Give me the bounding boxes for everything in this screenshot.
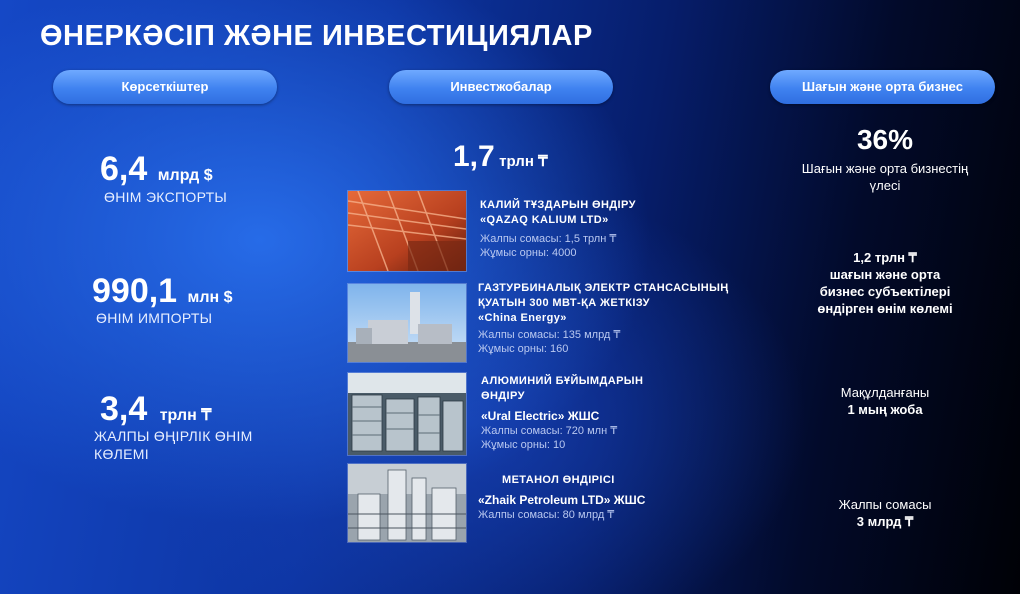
aluminum-products-image <box>347 372 467 456</box>
invest-total-unit: трлн ₸ <box>499 153 548 170</box>
methanol-plant-image <box>347 463 467 543</box>
sme-output-value: 1,2 трлн ₸ <box>853 250 917 265</box>
tab-indicators[interactable]: Көрсеткіштер <box>53 70 277 104</box>
sme-approved <box>780 384 990 418</box>
sme-share-label: Шағын және орта бизнестің <box>801 161 969 176</box>
project-title: МЕТАНОЛ ӨНДІРІСІ <box>502 474 615 486</box>
project-title: АЛЮМИНИЙ БҰЙЫМДАРЫН <box>481 375 644 387</box>
sme-output-label: бизнес субъектілері <box>819 284 951 299</box>
indicator-value: 6,4 <box>100 150 148 188</box>
sme-total-value: 3 млрд ₸ <box>856 514 914 529</box>
invest-total <box>453 140 548 174</box>
sme-approved-value: 1 мың жоба <box>847 402 923 417</box>
project-title: ҚУАТЫН 300 МВТ-ҚА ЖЕТКІЗУ <box>478 297 650 309</box>
indicator-label <box>94 427 253 463</box>
project-title: ӨНДІРУ <box>481 390 525 402</box>
indicator-label: ӨНІМ ИМПОРТЫ <box>96 310 213 326</box>
sme-share-label: үлесі <box>869 178 901 193</box>
sme-output-label: шағын және орта <box>829 267 941 282</box>
indicator-grp <box>100 390 211 429</box>
project-company: «Zhaik Petroleum LTD» ЖШС <box>478 493 646 507</box>
project-title: КАЛИЙ ТҰЗДАРЫН ӨНДІРУ <box>480 199 636 211</box>
indicator-import <box>92 272 233 311</box>
indicator-label-line: ЖАЛПЫ ӨҢІРЛІК ӨНІМ <box>94 428 253 444</box>
project-gas-turbine <box>478 281 729 356</box>
project-methanol-details <box>478 493 645 522</box>
indicator-value: 990,1 <box>92 272 178 310</box>
tab-investprojects[interactable]: Инвестжобалар <box>389 70 613 104</box>
indicator-unit: млрд $ <box>157 167 213 184</box>
project-potash <box>480 198 636 260</box>
indicator-unit: млн $ <box>187 289 233 306</box>
sme-share-value: 36% <box>856 124 914 155</box>
indicator-unit: трлн ₸ <box>159 407 212 424</box>
indicator-value: 3,4 <box>100 390 148 428</box>
sme-share <box>780 124 990 194</box>
project-aluminum <box>481 374 643 452</box>
project-company: «China Energy» <box>478 312 567 324</box>
project-amount: Жалпы сомасы: 1,5 трлн ₸ <box>480 233 617 245</box>
project-amount: Жалпы сомасы: 720 млн ₸ <box>481 425 618 437</box>
project-amount: Жалпы сомасы: 135 млрд ₸ <box>478 329 621 341</box>
indicator-export <box>100 150 213 189</box>
indicator-label-line: КӨЛЕМІ <box>94 446 149 462</box>
indicator-label: ӨНІМ ЭКСПОРТЫ <box>104 189 228 205</box>
project-jobs: Жұмыс орны: 160 <box>478 343 569 355</box>
project-methanol <box>502 473 615 488</box>
potash-plant-image <box>347 190 467 272</box>
sme-total <box>780 496 990 530</box>
sme-approved-label: Мақұлданғаны <box>840 385 930 400</box>
project-company: «QAZAQ KALIUM LTD» <box>480 214 609 226</box>
project-amount: Жалпы сомасы: 80 млрд ₸ <box>478 509 615 521</box>
tab-sme[interactable]: Шағын және орта бизнес <box>770 70 995 104</box>
project-title: ГАЗТУРБИНАЛЫҚ ЭЛЕКТР СТАНСАСЫНЫҢ <box>478 282 729 294</box>
power-plant-image <box>347 283 467 363</box>
sme-total-label: Жалпы сомасы <box>838 497 932 512</box>
sme-output <box>780 249 990 317</box>
page-title: ӨНЕРКӘСІП ЖӘНЕ ИНВЕСТИЦИЯЛАР <box>40 20 593 52</box>
sme-output-label: өндірген өнім көлемі <box>817 301 953 316</box>
project-company: «Ural Electric» ЖШС <box>481 409 600 423</box>
invest-total-value: 1,7 <box>453 140 495 173</box>
project-jobs: Жұмыс орны: 4000 <box>480 247 577 259</box>
project-jobs: Жұмыс орны: 10 <box>481 439 566 451</box>
